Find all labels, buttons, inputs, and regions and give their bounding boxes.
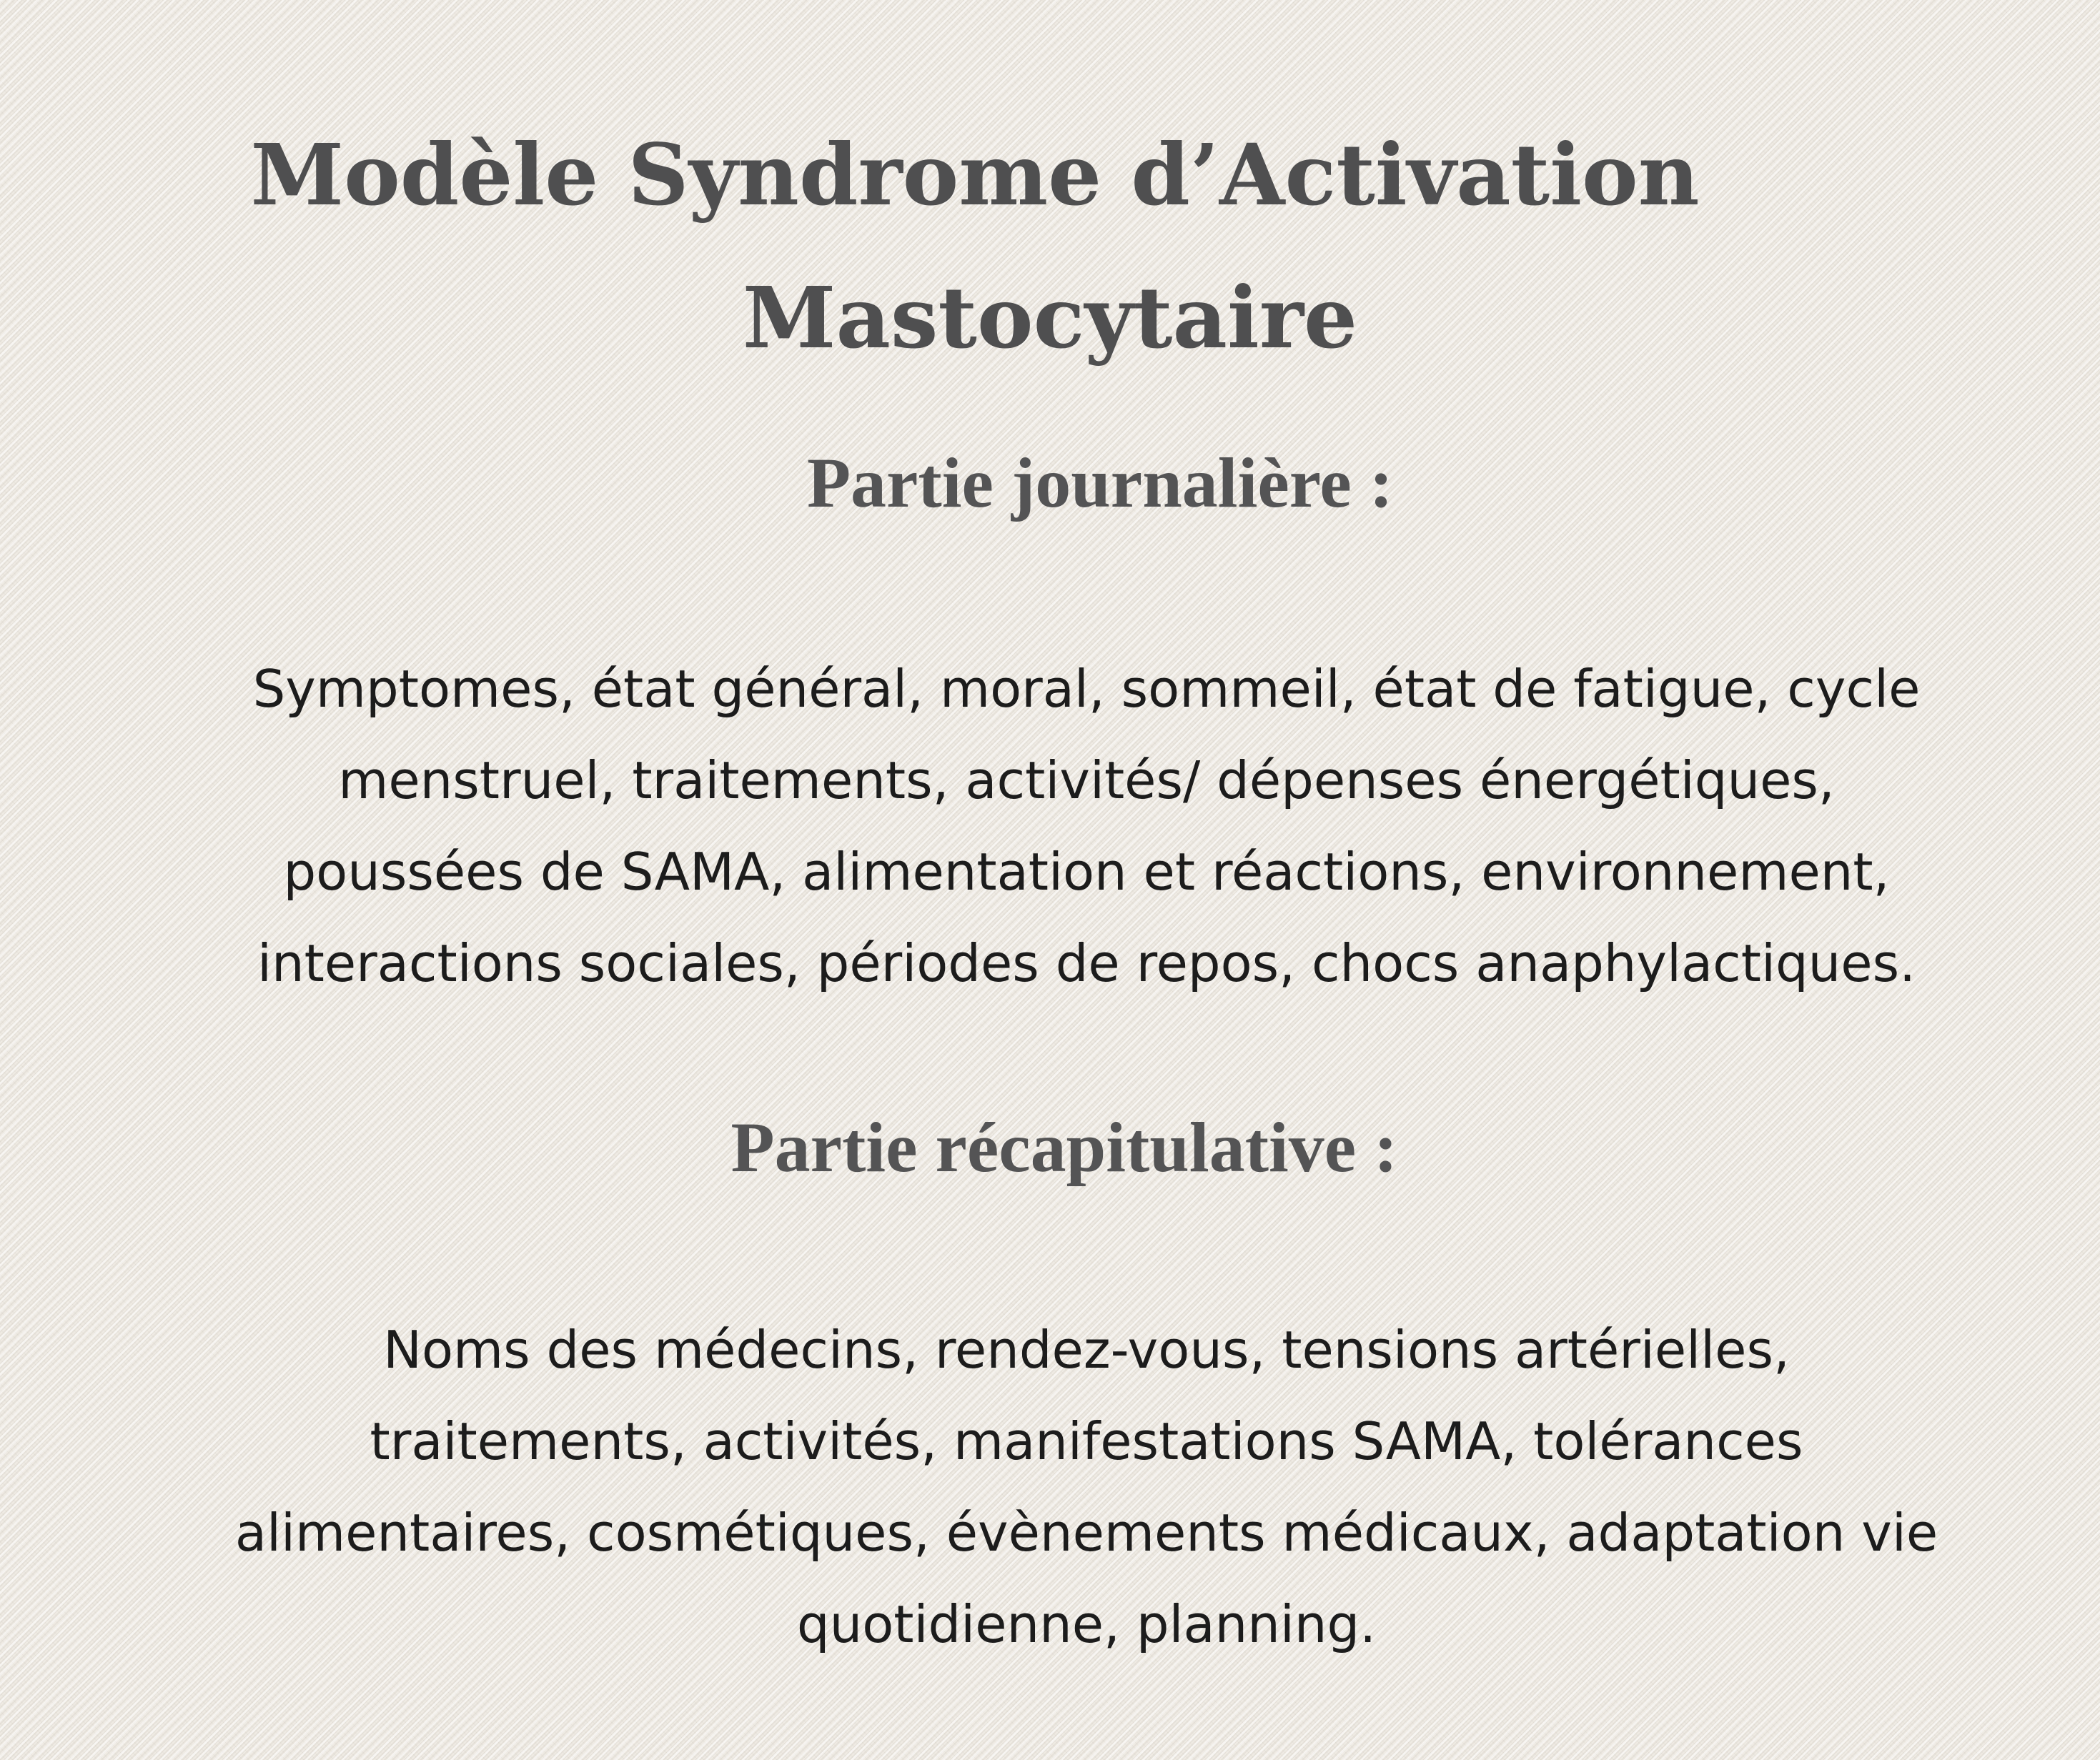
text-line: quotidienne, planning. [796, 1594, 1377, 1654]
section-text-summary [143, 1304, 2030, 1670]
section-heading-summary: Partie récapitulative : [730, 1108, 1398, 1187]
title-line-2: Mastocytaire [742, 268, 1358, 367]
text-line: traitements, activités, manifestations SAMA, tolérances [370, 1411, 1803, 1471]
title-line-1: Modèle Syndrome d’Activation [250, 125, 1700, 224]
text-line: Noms des médecins, rendez-vous, tensions artérielles, [383, 1320, 1790, 1380]
text-line: Symptomes, état général, moral, sommeil, état de fatigue, cycle [252, 659, 1921, 719]
text-line: interactions sociales, périodes de repos, chocs anaphylactiques. [257, 933, 1916, 993]
text-line: alimentaires, cosmétiques, évènements médicaux, adaptation vie [234, 1503, 1938, 1563]
section-text-daily [143, 643, 2030, 1009]
section-heading-daily: Partie journalière : [806, 443, 1394, 522]
page-title [0, 104, 2100, 389]
text-line: poussées de SAMA, alimentation et réactions, environnement, [283, 842, 1890, 902]
text-line: menstruel, traitements, activités/ dépenses énergétiques, [338, 750, 1835, 810]
